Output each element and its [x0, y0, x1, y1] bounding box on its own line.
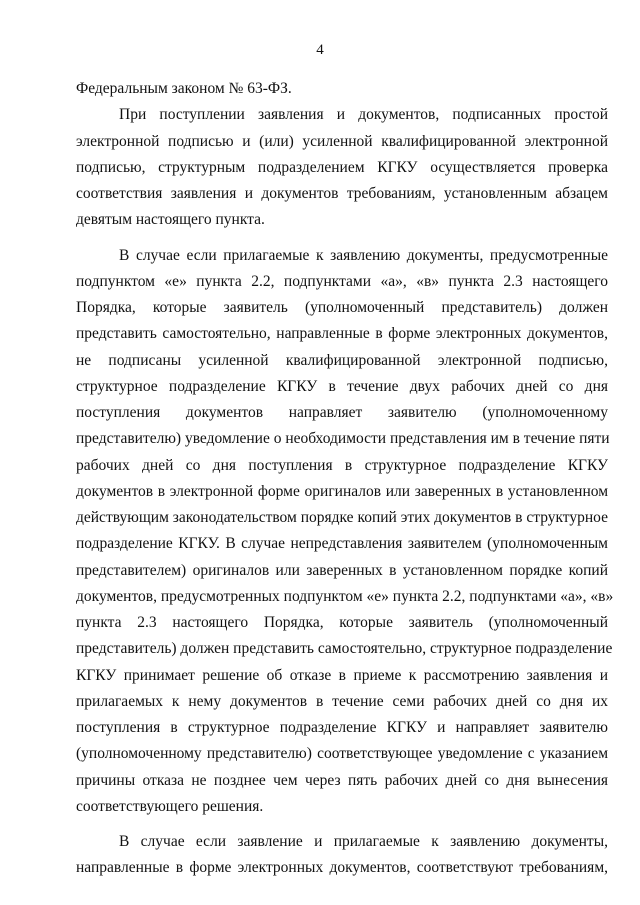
page-number: 4 — [316, 42, 324, 58]
text-line: подпунктом «е» пункта 2.2, подпунктами «а», «в» пункта 2.3 настоящего — [76, 272, 608, 290]
text-line: КГКУ принимает решение об отказе в приеме к рассмотрению заявления и — [76, 666, 608, 684]
paragraph — [76, 76, 608, 102]
text-line: соответствия заявления и документов требованиям, установленным абзацем — [76, 185, 608, 202]
text-line: пункта 2.3 настоящего Порядка, которые заявитель (уполномоченный — [76, 614, 608, 631]
document-text — [76, 76, 614, 882]
text-line: структурное подразделение КГКУ в течение двух рабочих дней со дня — [76, 377, 608, 395]
text-line: представитель) должен представить самостоятельно, структурное подразделение — [76, 640, 613, 658]
text-line: Порядка, которые заявитель (уполномоченный представитель) должен — [76, 299, 608, 316]
text-line: поступления в структурное подразделение КГКУ и направляет заявителю — [76, 719, 608, 736]
text-line: (уполномоченному представителю) соответствующее уведомление с указанием — [76, 745, 608, 763]
text-line: действующим законодательством порядке копий этих документов в структурное — [76, 509, 608, 526]
text-line: представителю) уведомление о необходимости представления им в течение пяти — [76, 430, 610, 448]
text-line: девятым настоящего пункта. — [76, 211, 265, 229]
text-line: направленные в форме электронных документов, соответствуют требованиям, — [76, 859, 608, 877]
text-line: причины отказа не позднее чем через пять рабочих дней со дня вынесения — [76, 771, 608, 789]
text-line: поступления документов направляет заявителю (уполномоченному — [76, 404, 608, 421]
text-line: подразделение КГКУ. В случае непредставления заявителем (уполномоченным — [76, 535, 608, 553]
text-line: В случае если заявление и прилагаемые к заявлению документы, — [119, 833, 608, 850]
text-line: соответствующего решения. — [76, 797, 264, 815]
text-line: Федеральным законом № 63-ФЗ. — [76, 80, 292, 97]
text-line: рабочих дней со дня поступления в структурное подразделение КГКУ — [76, 456, 608, 474]
text-line: При поступлении заявления и документов, подписанных простой — [119, 106, 608, 124]
text-line: В случае если прилагаемые к заявлению документы, предусмотренные — [119, 246, 608, 264]
text-line: документов, предусмотренных подпунктом «е» пункта 2.2, подпунктами «а», «в» — [76, 587, 614, 605]
text-line: представителем) оригиналов или заверенных в установленном порядке копий — [76, 561, 608, 579]
paragraph — [76, 102, 608, 233]
text-line: представить самостоятельно, направленные в форме электронных документов, — [76, 325, 608, 343]
text-line: документов в электронной форме оригиналов или заверенных в установленном — [76, 482, 608, 500]
text-line: электронной подписью и (или) усиленной квалифицированной электронной — [76, 132, 608, 150]
text-line: подписью, структурным подразделением КГКУ осуществляется проверка — [76, 158, 608, 176]
text-line: не подписаны усиленной квалифицированной электронной подписью, — [76, 351, 608, 369]
paragraph — [76, 829, 608, 882]
text-line: прилагаемых к нему документов в течение семи рабочих дней со дня их — [76, 692, 608, 710]
paragraph — [76, 243, 614, 821]
